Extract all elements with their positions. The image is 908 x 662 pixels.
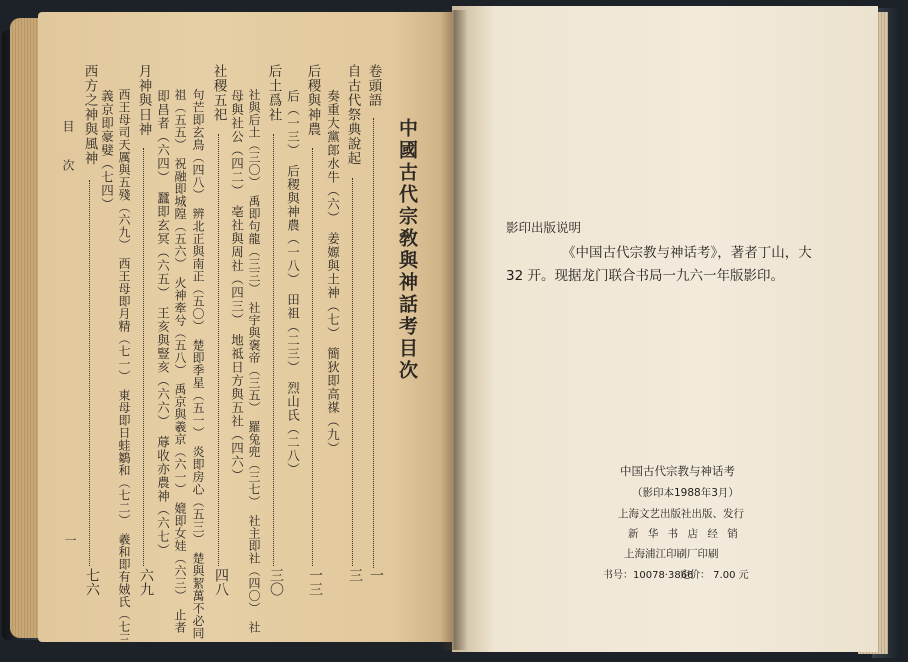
toc-title: 中國古代宗敎與神話考目次 <box>396 118 418 382</box>
toc-page-number: 三 <box>347 568 363 582</box>
toc-entry-sub: 母與社公（四二） 亳社與周社（四三） 地祗日方與五社（四六） <box>229 76 245 482</box>
toc-entry-sub: 后（一三） 后稷與神農（一八） 田祖（二三） 烈山氏（二八） <box>285 76 301 476</box>
toc-entry-sub: 社與后土（三〇） 禹即句龍（三三） 社宇與褒帝（三五） 羅兔兜（三七） 社主即社（四〇） 社 <box>247 76 261 634</box>
colophon-book-title: 中国古代宗教与神话考 <box>620 464 735 478</box>
toc-entry-sub: 西王母司天厲與五殘（六九） 西王母即月精（七一） 東母即日蛙鶵和（七二） 羲和即有娀氏（七三） <box>117 76 131 658</box>
colophon-publisher: 上海文艺出版社出版、发行 <box>618 508 744 520</box>
toc-leader-dots <box>143 148 144 566</box>
toc-page-number: 七六 <box>84 568 100 596</box>
colophon-price: 定价： 7.00 元 <box>680 570 749 581</box>
toc-entry-chapter: 后稷與神農 <box>304 64 321 137</box>
toc-entry-sub: 句芒即玄鳥（四八） 辨北正與南正（五〇） 楚即季星（五一） 炎即房心（五三） 楚與絜萬不必同 <box>191 76 205 640</box>
toc-entry-chapter: 卷頭語 <box>365 64 382 108</box>
toc-leader-dots <box>312 148 313 566</box>
toc-entry-sub: 義京即豪嬖（七四） <box>99 76 115 211</box>
book-gutter <box>440 10 468 650</box>
colophon-printer: 上海浦江印刷厂印刷 <box>624 548 719 560</box>
colophon-distributor: 新 华 书 店 经 销 <box>628 528 741 540</box>
folio-number: 一 <box>63 534 77 546</box>
toc-page-number: 四八 <box>213 568 229 596</box>
toc-entry-sub: 祖（五五） 祝融即城隍（五六） 火神牽兮（五八） 禹京與羲京（六一） 媲即女娃（六三） 止者 <box>173 76 187 634</box>
toc-entry-sub: 即昌者（六四） 蠶即玄冥（六五） 王亥與豎亥（六六） 蓐收亦農神（六七） <box>155 76 171 557</box>
reprint-note-heading: 影印出版说明 <box>506 220 582 235</box>
toc-page-number: 三〇 <box>268 568 284 596</box>
toc-leader-dots <box>218 134 219 566</box>
toc-leader-dots <box>273 134 274 566</box>
running-footer: 目 次 <box>61 120 75 172</box>
toc-leader-dots <box>89 180 90 566</box>
toc-entry-chapter: 西方之神與風神 <box>81 64 98 166</box>
colophon-book-number: 书号：10078·3866 <box>603 570 694 581</box>
toc-page-number: 一三 <box>307 568 323 596</box>
toc-entry-chapter: 社稷五祀 <box>210 64 227 122</box>
reprint-note-line-2: 32 开。现据龙门联合书局一九六一年版影印。 <box>506 268 784 284</box>
colophon-edition: （影印本1988年3月） <box>632 487 739 499</box>
toc-leader-dots <box>373 118 374 568</box>
reprint-note-line-1: 《中国古代宗教与神话考》，著者丁山，大 <box>562 245 812 261</box>
toc-entry-chapter: 月神與日神 <box>135 64 152 137</box>
toc-leader-dots <box>352 178 353 566</box>
toc-entry-chapter: 自古代祭典說起 <box>344 64 361 166</box>
toc-page-number: 六九 <box>138 568 154 596</box>
toc-entry-chapter: 后土爲社 <box>265 64 282 122</box>
toc-entry-sub: 奏重大黨郎水牛（六） 姜嫄與土神（七） 簡狄即高禖（九） <box>325 76 341 455</box>
toc-page-number: 一 <box>368 568 384 582</box>
